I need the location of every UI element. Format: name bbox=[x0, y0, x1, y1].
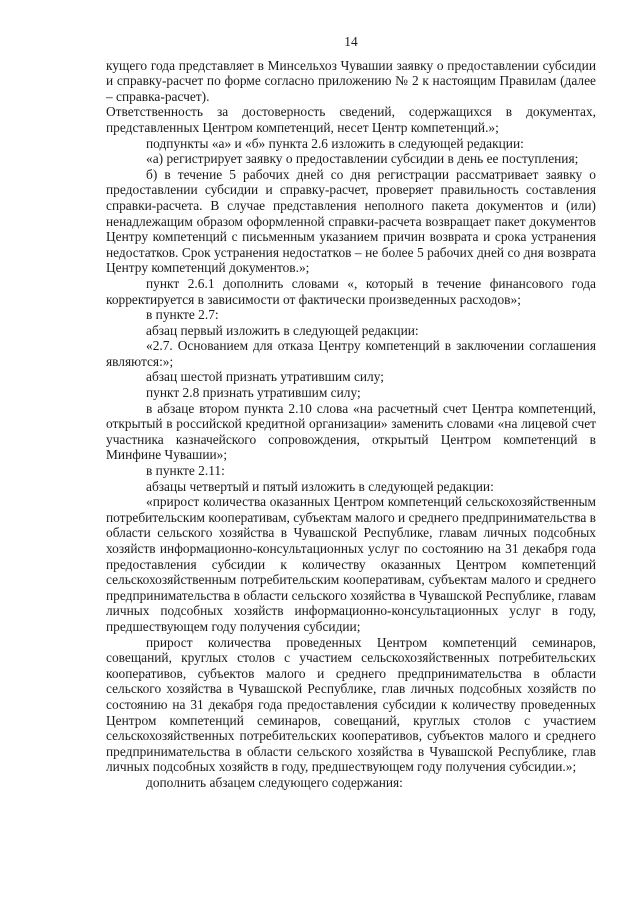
paragraph: в пункте 2.11: bbox=[146, 463, 225, 479]
paragraph: дополнить абзацем следующего содержания: bbox=[146, 774, 403, 790]
paragraph: Ответственность за достоверность сведений, содержащихся в документах, представленных Центром компетенций, несет Центр компетенций.»; bbox=[106, 104, 596, 135]
paragraph: «а) регистрирует заявку о предоставлении субсидии в день ее поступления; bbox=[146, 151, 579, 167]
paragraph: в пункте 2.7: bbox=[146, 307, 219, 323]
paragraph: кущего года представляет в Минсельхоз Чувашии заявку о предоставлении субсидии и справку-расчет по форме согласно приложению № 2 к настоящим Правилам (далее – справка-расчет). bbox=[106, 57, 596, 104]
paragraph: прирост количества проведенных Центром компетенций семинаров, совещаний, круглых столов с участием сельскохозяйственных потребительских кооперативов, субъектов малого и среднего предпринимательства в области сельского хозяйства в Чувашской Республике, глав личных подсобных хозяйств по состоянию на 31 декабря года предоставления субсидии к количеству проведенных Центром компетенций семинаров, совещаний, круглых столов с участием сельскохозяйственных потребительских кооперативов, субъектов малого и среднего предпринимательства в области сельского хозяйства в Чувашской Республике, глав личных подсобных хозяйств в году, предшествующем году получения субсидии.»; bbox=[106, 634, 596, 775]
paragraph: абзацы четвертый и пятый изложить в следующей редакции: bbox=[146, 478, 494, 494]
document-page bbox=[106, 34, 596, 791]
paragraph: абзац шестой признать утратившим силу; bbox=[146, 369, 384, 385]
paragraph: пункт 2.8 признать утратившим силу; bbox=[146, 385, 361, 401]
paragraph: абзац первый изложить в следующей редакции: bbox=[146, 322, 419, 338]
paragraph: подпункты «а» и «б» пункта 2.6 изложить в следующей редакции: bbox=[146, 135, 524, 151]
paragraph: пункт 2.6.1 дополнить словами «, который в течение финансового года корректируется в зависимости от фактически произведенных расходов»; bbox=[106, 275, 596, 307]
paragraph: «прирост количества оказанных Центром компетенций сельскохозяйственным потребительским кооперативам, субъектам малого и среднего предпринимательства в области сельского хозяйства в Чувашской Республике, главам личных подсобных хозяйств информационно-консультационных услуг по состоянию на 31 декабря года предоставления субсидии к количеству оказанных Центром компетенций сельскохозяйственным потребительским кооперативам, субъектам малого и среднего предпринимательства в области сельского хозяйства в Чувашской Республике, главам личных подсобных хозяйств информационно-консультационных услуг в году, предшествующем году получения субсидии; bbox=[106, 494, 596, 634]
paragraph: б) в течение 5 рабочих дней со дня регистрации рассматривает заявку о предоставлении субсидии и справку-расчет, проверяет правильность составления справки-расчета. В случае представления неполного пакета документов и (или) ненадлежащим образом оформленной справки-расчета возвращает пакет документов Центру компетенций с письменным указанием причин возврата и срока устранения недостатков. Срок устранения недостатков – не более 5 рабочих дней со дня возврата Центру компетенций документов.»; bbox=[106, 166, 596, 276]
paragraph: «2.7. Основанием для отказа Центру компетенций в заключении соглашения являются:»; bbox=[106, 338, 596, 369]
paragraph: в абзаце втором пункта 2.10 слова «на расчетный счет Центра компетенций, открытый в российской кредитной организации» заменить словами «на лицевой счет участника казначейского сопровождения, открытый Центром компетенций в Минфине Чувашии»; bbox=[106, 400, 596, 463]
page-number: 14 bbox=[344, 34, 358, 49]
